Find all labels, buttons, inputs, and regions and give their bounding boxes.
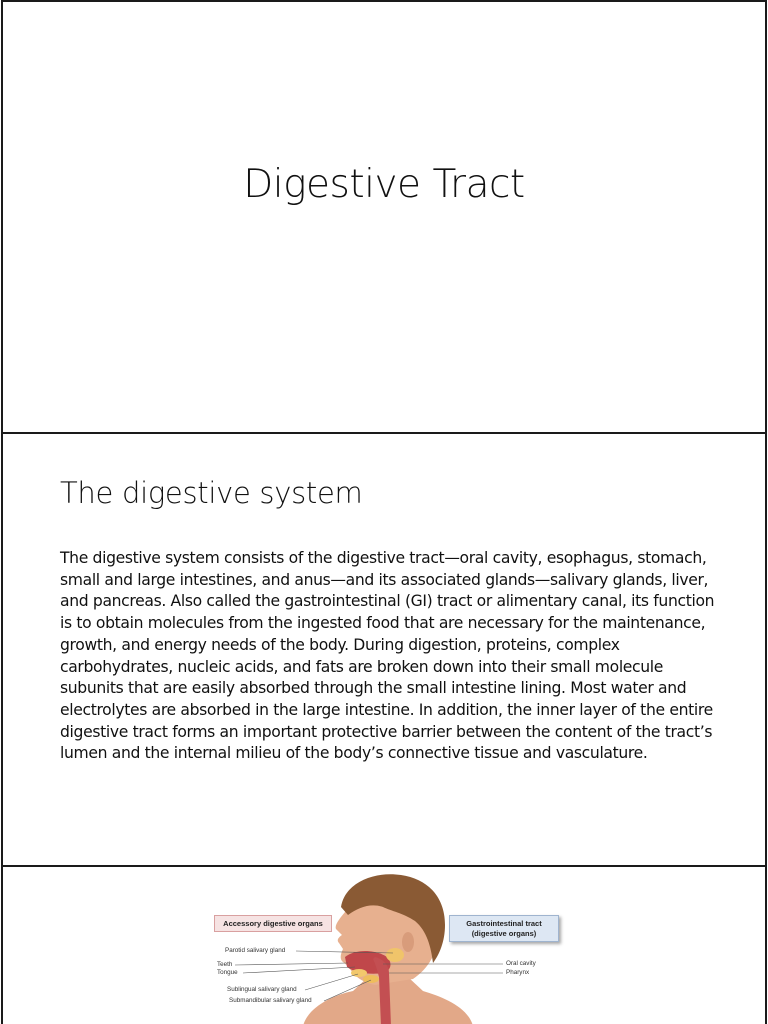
- label-pharynx: Pharynx: [506, 969, 530, 976]
- label-tongue: Tongue: [217, 969, 238, 976]
- submandibular-gland-shape: [363, 975, 379, 983]
- label-parotid: Parotid salivary gland: [225, 947, 286, 954]
- slide-anatomy-figure: [1, 865, 767, 1024]
- parotid-gland-shape: [386, 948, 404, 962]
- slide-title: [1, 0, 767, 434]
- label-oral-cavity: Oral cavity: [506, 960, 536, 967]
- head-illustration: [3, 867, 767, 1024]
- ear-shape: [402, 932, 414, 952]
- slide-digestive-system: [1, 432, 767, 867]
- label-submandibular: Submandibular salivary gland: [229, 997, 312, 1004]
- accessory-organs-label-box: Accessory digestive organs: [214, 915, 332, 932]
- slide-body-text: The digestive system consists of the digestive tract—oral cavity, esophagus, stomach, small and large intestines, and anus—and its associated glands—salivary glands, liver, and pancreas. Also called the gastrointestinal (GI) tract or alimentary canal, its function is to obtain molecules from the ingested food that are necessary for the maintenance, growth, and energy needs of the body. During digestion, proteins, complex carbohydrates, nucleic acids, and fats are broken down into their small molecule subunits that are easily absorbed through the small intestine lining. Most water and electrolytes are absorbed in the large intestine. In addition, the inner layer of the entire digestive tract forms an important protective barrier between the content of the tract’s lumen and the internal milieu of the body’s connective tissue and vasculature.: [60, 549, 715, 763]
- sublingual-gland-shape: [351, 969, 367, 977]
- slide-title-heading: Digestive Tract: [243, 162, 525, 207]
- gi-box-line2: (digestive organs): [471, 929, 537, 938]
- label-teeth: Teeth: [217, 961, 233, 968]
- gi-box-line1: Gastrointestinal tract: [466, 919, 542, 928]
- digestive-anatomy-figure: [3, 867, 767, 1024]
- gi-tract-label-box: [449, 915, 559, 942]
- slide-heading: The digestive system: [60, 476, 363, 510]
- label-sublingual: Sublingual salivary gland: [227, 986, 297, 993]
